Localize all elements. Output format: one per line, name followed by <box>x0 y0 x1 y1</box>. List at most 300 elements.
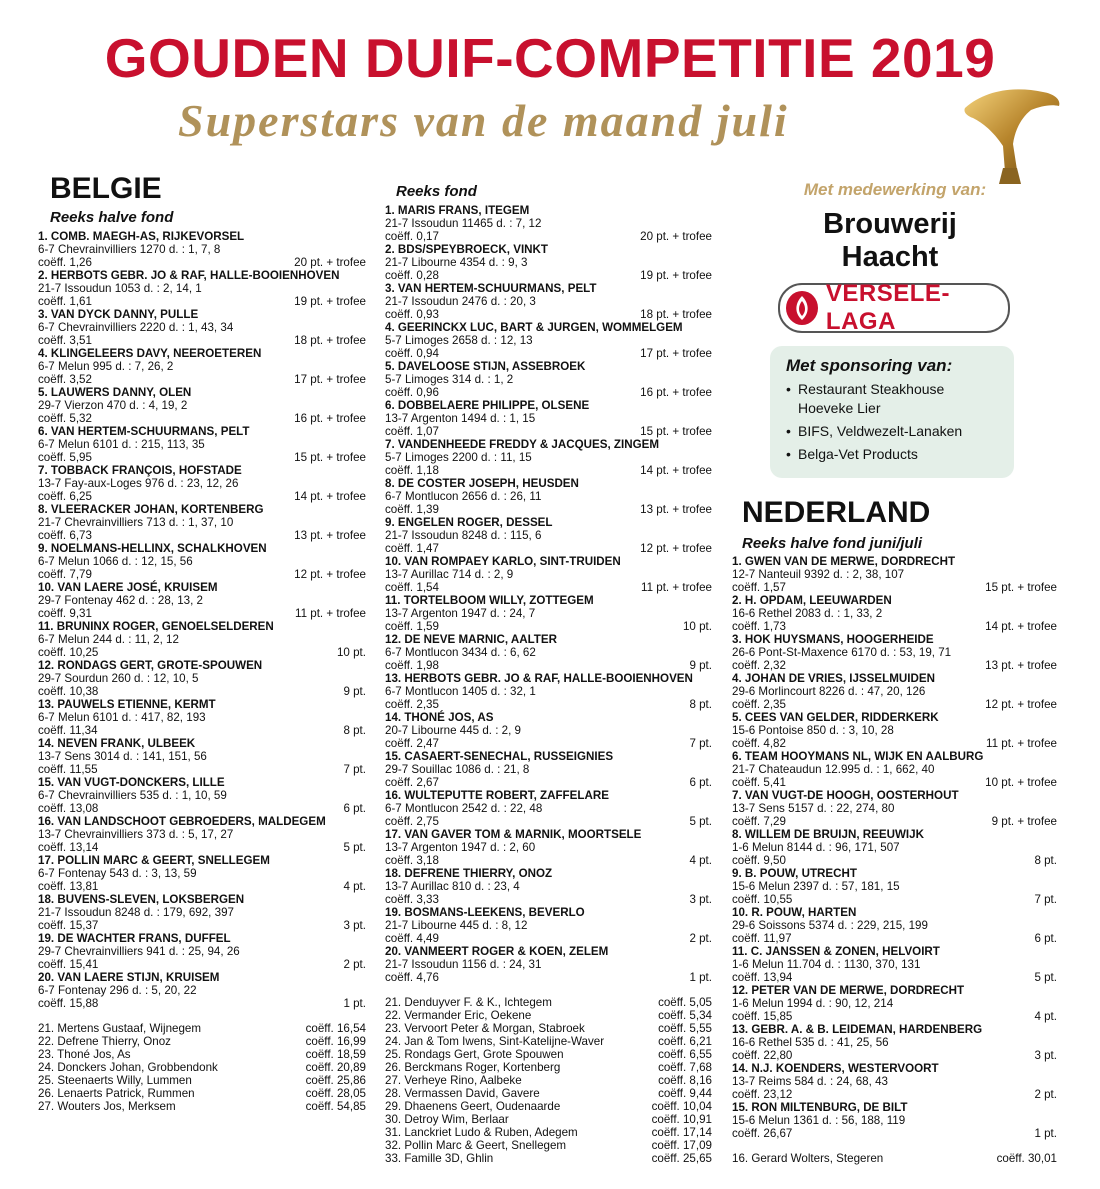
entry-points: 3 pt. <box>1034 1049 1057 1062</box>
sponsor-list <box>786 380 962 468</box>
ranking-entry <box>385 789 712 828</box>
entry-points: 19 pt. + trofee <box>640 269 712 282</box>
rest-entry <box>385 1087 712 1100</box>
entry-race-line: 6-7 Melun 6101 d. : 417, 82, 193 <box>38 711 206 724</box>
ranking-entry <box>38 269 366 308</box>
entry-points: 12 pt. + trofee <box>294 568 366 581</box>
rest-entry-coeff: coëff. 5,34 <box>658 1009 712 1022</box>
rest-entry <box>38 1061 366 1074</box>
entry-points: 10 pt. <box>336 646 366 659</box>
entry-name: 6. TEAM HOOYMANS NL, WIJK EN AALBURG <box>732 750 984 763</box>
ranking-entry <box>732 672 1057 711</box>
rest-entry <box>385 1009 712 1022</box>
rest-entry <box>385 1061 712 1074</box>
entry-race-line: 6-7 Montlucon 2542 d. : 22, 48 <box>385 802 543 815</box>
rest-entry-name: 22. Vermander Eric, Oekene <box>385 1009 532 1022</box>
entry-race-line: 5-7 Limoges 2200 d. : 11, 15 <box>385 451 532 464</box>
entry-coeff: coëff. 2,47 <box>385 737 439 750</box>
entry-name: 13. GEBR. A. & B. LEIDEMAN, HARDENBERG <box>732 1023 983 1036</box>
entry-coeff: coëff. 13,14 <box>38 841 99 854</box>
entry-race-line: 21-7 Issoudun 11465 d. : 7, 12 <box>385 217 542 230</box>
entry-name: 20. VAN LAERE STIJN, KRUISEM <box>38 971 220 984</box>
entry-points: 5 pt. <box>1034 971 1057 984</box>
entry-name: 12. RONDAGS GERT, GROTE-SPOUWEN <box>38 659 263 672</box>
entry-coeff: coëff. 15,85 <box>732 1010 793 1023</box>
entry-points: 4 pt. <box>689 854 712 867</box>
bullet-icon: • <box>786 423 791 439</box>
entry-name: 13. PAUWELS ETIENNE, KERMT <box>38 698 216 711</box>
entry-coeff-row <box>732 815 1057 828</box>
entry-race-line: 29-7 Sourdun 260 d. : 12, 10, 5 <box>38 672 199 685</box>
entry-coeff-row <box>732 581 1057 594</box>
entry-name: 15. CASAERT-SENECHAL, RUSSEIGNIES <box>385 750 614 763</box>
entry-coeff-row <box>38 802 366 815</box>
entry-coeff-row <box>385 854 712 867</box>
entry-coeff: coëff. 3,51 <box>38 334 92 347</box>
ranking-entry <box>385 321 712 360</box>
entry-coeff: coëff. 22,80 <box>732 1049 793 1062</box>
entry-coeff: coëff. 1,57 <box>732 581 786 594</box>
entry-race-line: 5-7 Limoges 314 d. : 1, 2 <box>385 373 514 386</box>
ranking-entry <box>385 555 712 594</box>
rest-entry-name: 31. Lanckriet Ludo & Ruben, Adegem <box>385 1126 578 1139</box>
belgie-halve-fond-list <box>38 230 366 1010</box>
entry-race-line: 21-7 Chevrainvilliers 713 d. : 1, 37, 10 <box>38 516 234 529</box>
belgie-halve-fond-rest-list <box>38 1022 366 1113</box>
entry-coeff-row <box>38 919 366 932</box>
ranking-entry <box>38 620 366 659</box>
ranking-entry <box>732 711 1057 750</box>
entry-points: 10 pt. + trofee <box>985 776 1057 789</box>
entry-coeff-row <box>38 451 366 464</box>
ranking-entry <box>38 464 366 503</box>
entry-name: 2. HERBOTS GEBR. JO & RAF, HALLE-BOOIENHOVEN <box>38 269 340 282</box>
nederland-reeks-heading: Reeks halve fond juni/juli <box>742 535 923 552</box>
entry-name: 3. HOK HUYSMANS, HOOGERHEIDE <box>732 633 934 646</box>
rest-entry-name: 23. Vervoort Peter & Morgan, Stabroek <box>385 1022 585 1035</box>
brouwerij-haacht-logo <box>770 208 1010 274</box>
entry-coeff: coëff. 1,98 <box>385 659 439 672</box>
rest-entry <box>385 1152 712 1165</box>
entry-coeff-row <box>732 1049 1057 1062</box>
ranking-entry <box>732 906 1057 945</box>
entry-coeff: coëff. 10,25 <box>38 646 99 659</box>
ranking-entry <box>38 308 366 347</box>
entry-coeff: coëff. 1,47 <box>385 542 439 555</box>
entry-race-line: 29-7 Fontenay 462 d. : 28, 13, 2 <box>38 594 204 607</box>
rest-entry-coeff: coëff. 8,16 <box>658 1074 712 1087</box>
entry-coeff: coëff. 15,37 <box>38 919 99 932</box>
entry-coeff: coëff. 11,97 <box>732 932 792 945</box>
entry-race-line: 6-7 Fontenay 296 d. : 5, 20, 22 <box>38 984 197 997</box>
entry-points: 18 pt. + trofee <box>640 308 712 321</box>
entry-name: 10. R. POUW, HARTEN <box>732 906 857 919</box>
entry-points: 12 pt. + trofee <box>640 542 712 555</box>
ranking-entry <box>385 438 712 477</box>
entry-points: 4 pt. <box>1034 1010 1057 1023</box>
entry-coeff: coëff. 2,35 <box>732 698 786 711</box>
entry-points: 17 pt. + trofee <box>294 373 366 386</box>
ranking-entry <box>38 815 366 854</box>
entry-coeff-row <box>732 1010 1057 1023</box>
entry-race-line: 29-7 Chevrainvilliers 941 d. : 25, 94, 26 <box>38 945 240 958</box>
entry-name: 14. THONÉ JOS, AS <box>385 711 494 724</box>
entry-race-line: 13-7 Aurillac 714 d. : 2, 9 <box>385 568 514 581</box>
ranking-entry <box>732 789 1057 828</box>
entry-coeff: coëff. 15,88 <box>38 997 99 1010</box>
entry-coeff: coëff. 10,55 <box>732 893 793 906</box>
entry-coeff: coëff. 13,94 <box>732 971 793 984</box>
entry-coeff: coëff. 1,26 <box>38 256 92 269</box>
rest-entry-name: 28. Vermassen David, Gavere <box>385 1087 540 1100</box>
entry-coeff-row <box>38 256 366 269</box>
entry-name: 11. BRUNINX ROGER, GENOELSELDEREN <box>38 620 274 633</box>
entry-points: 13 pt. + trofee <box>640 503 712 516</box>
ranking-entry <box>38 542 366 581</box>
rest-entry <box>38 1048 366 1061</box>
entry-name: 2. BDS/SPEYBROECK, VINKT <box>385 243 548 256</box>
entry-points: 11 pt. + trofee <box>640 581 712 594</box>
entry-coeff-row <box>385 542 712 555</box>
entry-name: 7. TOBBACK FRANÇOIS, HOFSTADE <box>38 464 242 477</box>
entry-coeff: coëff. 0,96 <box>385 386 439 399</box>
entry-race-line: 20-7 Libourne 445 d. : 2, 9 <box>385 724 522 737</box>
entry-name: 4. JOHAN DE VRIES, IJSSELMUIDEN <box>732 672 935 685</box>
entry-name: 6. DOBBELAERE PHILIPPE, OLSENE <box>385 399 590 412</box>
entry-name: 14. NEVEN FRANK, ULBEEK <box>38 737 196 750</box>
entry-coeff-row <box>38 763 366 776</box>
entry-name: 12. DE NEVE MARNIC, AALTER <box>385 633 557 646</box>
rest-entry-name: 26. Berckmans Roger, Kortenberg <box>385 1061 561 1074</box>
entry-coeff-row <box>385 659 712 672</box>
entry-coeff-row <box>38 646 366 659</box>
ranking-entry <box>38 932 366 971</box>
entry-points: 4 pt. <box>343 880 366 893</box>
entry-name: 16. WULTEPUTTE ROBERT, ZAFFELARE <box>385 789 609 802</box>
entry-points: 2 pt. <box>343 958 366 971</box>
entry-coeff-row <box>385 620 712 633</box>
entry-coeff: coëff. 2,75 <box>385 815 439 828</box>
entry-coeff: coëff. 26,67 <box>732 1127 793 1140</box>
entry-coeff: coëff. 0,28 <box>385 269 439 282</box>
entry-race-line: 13-7 Sens 5157 d. : 22, 274, 80 <box>732 802 895 815</box>
ranking-entry <box>385 828 712 867</box>
ranking-entry <box>385 672 712 711</box>
entry-coeff-row <box>732 698 1057 711</box>
entry-points: 3 pt. <box>343 919 366 932</box>
ranking-entry <box>38 581 366 620</box>
rest-entry <box>385 996 712 1009</box>
ranking-entry <box>38 893 366 932</box>
rest-entry-coeff: coëff. 20,89 <box>305 1061 366 1074</box>
entry-name: 8. DE COSTER JOSEPH, HEUSDEN <box>385 477 579 490</box>
ranking-entry <box>385 360 712 399</box>
entry-race-line: 15-6 Pontoise 850 d. : 3, 10, 28 <box>732 724 894 737</box>
entry-points: 11 pt. + trofee <box>985 737 1057 750</box>
entry-coeff-row <box>385 737 712 750</box>
entry-race-line: 16-6 Rethel 535 d. : 41, 25, 56 <box>732 1036 889 1049</box>
rest-entry-name: 25. Steenaerts Willy, Lummen <box>38 1074 192 1087</box>
entry-name: 9. ENGELEN ROGER, DESSEL <box>385 516 553 529</box>
entry-coeff: coëff. 1,18 <box>385 464 439 477</box>
entry-coeff: coëff. 1,59 <box>385 620 439 633</box>
rest-entry <box>385 1126 712 1139</box>
ranking-entry <box>385 594 712 633</box>
ranking-entry <box>732 867 1057 906</box>
entry-points: 19 pt. + trofee <box>294 295 366 308</box>
entry-coeff-row <box>732 1127 1057 1140</box>
entry-coeff: coëff. 0,93 <box>385 308 439 321</box>
entry-name: 4. GEERINCKX LUC, BART & JURGEN, WOMMELGEM <box>385 321 683 334</box>
entry-points: 7 pt. <box>1034 893 1057 906</box>
rest-entry <box>38 1035 366 1048</box>
entry-points: 6 pt. <box>343 802 366 815</box>
belgie-fond-list <box>385 204 712 984</box>
rest-entry <box>38 1087 366 1100</box>
entry-race-line: 15-6 Melun 2397 d. : 57, 181, 15 <box>732 880 900 893</box>
entry-coeff-row <box>38 568 366 581</box>
entry-race-line: 16-6 Rethel 2083 d. : 1, 33, 2 <box>732 607 883 620</box>
medewerking-label: Met medewerking van: <box>803 180 987 199</box>
ranking-entry <box>385 711 712 750</box>
entry-points: 16 pt. + trofee <box>640 386 712 399</box>
entry-coeff-row <box>38 295 366 308</box>
ranking-entry <box>385 477 712 516</box>
entry-coeff-row <box>732 971 1057 984</box>
ranking-entry <box>38 230 366 269</box>
sponsor-item: • BIFS, Veldwezelt-Lanaken <box>786 423 963 439</box>
entry-coeff: coëff. 1,73 <box>732 620 786 633</box>
entry-race-line: 29-7 Vierzon 470 d. : 4, 19, 2 <box>38 399 188 412</box>
entry-coeff-row <box>732 1088 1057 1101</box>
entry-coeff-row <box>38 412 366 425</box>
entry-points: 15 pt. + trofee <box>985 581 1057 594</box>
entry-race-line: 6-7 Montlucon 3434 d. : 6, 62 <box>385 646 536 659</box>
entry-coeff-row <box>732 659 1057 672</box>
entry-coeff: coëff. 15,41 <box>38 958 99 971</box>
rest-entry-coeff: coëff. 17,14 <box>651 1126 712 1139</box>
entry-coeff-row <box>38 841 366 854</box>
entry-coeff: coëff. 5,41 <box>732 776 786 789</box>
entry-coeff: coëff. 3,52 <box>38 373 92 386</box>
entry-coeff: coëff. 7,29 <box>732 815 786 828</box>
entry-coeff-row <box>732 776 1057 789</box>
ranking-entry <box>38 425 366 464</box>
entry-coeff-row <box>385 932 712 945</box>
entry-coeff: coëff. 2,32 <box>732 659 786 672</box>
page-title: GOUDEN DUIF-COMPETITIE 2019 <box>104 27 996 89</box>
entry-race-line: 21-7 Libourne 445 d. : 8, 12 <box>385 919 528 932</box>
rest-entry-coeff: coëff. 10,04 <box>651 1100 712 1113</box>
rest-entry-name: 24. Jan & Tom Iwens, Sint-Katelijne-Waver <box>385 1035 605 1048</box>
rest-entry-name: 16. Gerard Wolters, Stegeren <box>732 1152 884 1165</box>
entry-name: 10. VAN LAERE JOSÉ, KRUISEM <box>38 581 218 594</box>
entry-name: 8. VLEERACKER JOHAN, KORTENBERG <box>38 503 264 516</box>
entry-coeff: coëff. 11,55 <box>38 763 98 776</box>
entry-name: 1. COMB. MAEGH-AS, RIJKEVORSEL <box>38 230 245 243</box>
entry-name: 14. N.J. KOENDERS, WESTERVOORT <box>732 1062 939 1075</box>
rest-entry-coeff: coëff. 16,54 <box>305 1022 366 1035</box>
rest-entry-name: 22. Defrene Thierry, Onoz <box>38 1035 171 1048</box>
rest-entry-coeff: coëff. 17,09 <box>651 1139 712 1152</box>
entry-name: 13. HERBOTS GEBR. JO & RAF, HALLE-BOOIENHOVEN <box>385 672 693 685</box>
entry-race-line: 21-7 Issoudun 1053 d. : 2, 14, 1 <box>38 282 202 295</box>
entry-points: 14 pt. + trofee <box>640 464 712 477</box>
ranking-entry <box>385 516 712 555</box>
entry-points: 7 pt. <box>343 763 366 776</box>
entry-coeff: coëff. 1,54 <box>385 581 439 594</box>
entry-points: 20 pt. + trofee <box>640 230 712 243</box>
entry-coeff-row <box>38 607 366 620</box>
entry-race-line: 13-7 Reims 584 d. : 24, 68, 43 <box>732 1075 888 1088</box>
entry-coeff: coëff. 2,67 <box>385 776 439 789</box>
rest-entry-coeff: coëff. 54,85 <box>305 1100 366 1113</box>
belgie-halve-fond-heading: Reeks halve fond <box>50 209 174 226</box>
entry-coeff: coëff. 6,25 <box>38 490 92 503</box>
rest-entry-name: 25. Rondags Gert, Grote Spouwen <box>385 1048 564 1061</box>
entry-race-line: 6-7 Chevrainvilliers 535 d. : 1, 10, 59 <box>38 789 227 802</box>
entry-race-line: 6-7 Chevrainvilliers 1270 d. : 1, 7, 8 <box>38 243 221 256</box>
entry-coeff: coëff. 9,50 <box>732 854 786 867</box>
rest-entry-coeff: coëff. 5,55 <box>658 1022 712 1035</box>
entry-points: 1 pt. <box>689 971 712 984</box>
entry-name: 1. MARIS FRANS, ITEGEM <box>385 204 530 217</box>
rest-entry <box>385 1074 712 1087</box>
ranking-entry <box>385 867 712 906</box>
entry-coeff: coëff. 1,39 <box>385 503 439 516</box>
entry-coeff-row <box>385 308 712 321</box>
entry-race-line: 13-7 Sens 3014 d. : 141, 151, 56 <box>38 750 207 763</box>
ranking-entry <box>385 633 712 672</box>
entry-coeff-row <box>385 425 712 438</box>
entry-name: 7. VANDENHEEDE FREDDY & JACQUES, ZINGEM <box>385 438 659 451</box>
entry-race-line: 1-6 Melun 11.704 d. : 1130, 370, 131 <box>732 958 921 971</box>
entry-race-line: 21-7 Issoudun 8248 d. : 179, 692, 397 <box>38 906 234 919</box>
rest-entry <box>385 1113 712 1126</box>
ranking-entry <box>732 984 1057 1023</box>
entry-coeff-row <box>385 581 712 594</box>
entry-race-line: 21-7 Issoudun 8248 d. : 115, 6 <box>385 529 542 542</box>
entry-coeff-row <box>732 737 1057 750</box>
entry-points: 6 pt. <box>1034 932 1057 945</box>
rest-entry-name: 33. Famille 3D, Ghlin <box>385 1152 494 1165</box>
belgie-heading: BELGIE <box>50 172 162 205</box>
ranking-entry <box>38 971 366 1010</box>
entry-points: 15 pt. + trofee <box>640 425 712 438</box>
entry-race-line: 6-7 Melun 995 d. : 7, 26, 2 <box>38 360 174 373</box>
entry-race-line: 13-7 Chevrainvilliers 373 d. : 5, 17, 27 <box>38 828 234 841</box>
entry-race-line: 12-7 Nanteuil 9392 d. : 2, 38, 107 <box>732 568 905 581</box>
entry-name: 3. VAN HERTEM-SCHUURMANS, PELT <box>385 282 597 295</box>
rest-entry-coeff: coëff. 5,05 <box>658 996 712 1009</box>
ranking-entry <box>732 945 1057 984</box>
entry-race-line: 21-7 Libourne 4354 d. : 9, 3 <box>385 256 528 269</box>
sponsoring-box <box>770 346 1014 478</box>
rest-entry <box>385 1022 712 1035</box>
entry-name: 19. DE WACHTER FRANS, DUFFEL <box>38 932 231 945</box>
entry-race-line: 6-7 Melun 244 d. : 11, 2, 12 <box>38 633 179 646</box>
entry-name: 17. VAN GAVER TOM & MARNIK, MOORTSELE <box>385 828 642 841</box>
entry-points: 18 pt. + trofee <box>294 334 366 347</box>
ranking-entry <box>732 633 1057 672</box>
entry-coeff-row <box>732 893 1057 906</box>
ranking-entry <box>732 1062 1057 1101</box>
entry-coeff-row <box>38 997 366 1010</box>
ranking-entry <box>385 906 712 945</box>
entry-name: 18. BUVENS-SLEVEN, LOKSBERGEN <box>38 893 245 906</box>
entry-name: 16. VAN LANDSCHOOT GEBROEDERS, MALDEGEM <box>38 815 326 828</box>
brouwerij-haacht-text: Brouwerij Haacht <box>823 208 957 273</box>
entry-race-line: 6-7 Chevrainvilliers 2220 d. : 1, 43, 34 <box>38 321 234 334</box>
entry-coeff: coëff. 9,31 <box>38 607 92 620</box>
rest-entry <box>385 1139 712 1152</box>
rest-entry <box>385 1035 712 1048</box>
entry-coeff-row <box>732 932 1057 945</box>
entry-name: 4. KLINGELEERS DAVY, NEEROETEREN <box>38 347 262 360</box>
entry-race-line: 13-7 Argenton 1947 d. : 2, 60 <box>385 841 536 854</box>
rest-entry-coeff: coëff. 18,59 <box>305 1048 366 1061</box>
entry-coeff: coëff. 1,61 <box>38 295 92 308</box>
entry-points: 6 pt. <box>689 776 712 789</box>
rest-entry-coeff: coëff. 25,65 <box>651 1152 712 1165</box>
entry-coeff: coëff. 4,49 <box>385 932 439 945</box>
entry-race-line: 26-6 Pont-St-Maxence 6170 d. : 53, 19, 71 <box>732 646 952 659</box>
entry-coeff-row <box>385 386 712 399</box>
entry-race-line: 1-6 Melun 8144 d. : 96, 171, 507 <box>732 841 900 854</box>
entry-name: 5. CEES VAN GELDER, RIDDERKERK <box>732 711 939 724</box>
entry-coeff: coëff. 10,38 <box>38 685 99 698</box>
entry-name: 15. RON MILTENBURG, DE BILT <box>732 1101 908 1114</box>
entry-race-line: 29-6 Morlincourt 8226 d. : 47, 20, 126 <box>732 685 926 698</box>
entry-points: 9 pt. <box>343 685 366 698</box>
entry-coeff: coëff. 4,82 <box>732 737 786 750</box>
bullet-icon: • <box>786 446 791 462</box>
entry-points: 5 pt. <box>343 841 366 854</box>
ranking-entry <box>385 399 712 438</box>
entry-coeff-row <box>38 958 366 971</box>
entry-points: 14 pt. + trofee <box>294 490 366 503</box>
entry-coeff-row <box>38 529 366 542</box>
ranking-entry <box>38 776 366 815</box>
entry-name: 7. VAN VUGT-DE HOOGH, OOSTERHOUT <box>732 789 959 802</box>
ranking-entry <box>38 659 366 698</box>
entry-coeff-row <box>385 464 712 477</box>
rest-entry-name: 32. Pollin Marc & Geert, Snellegem <box>385 1139 567 1152</box>
entry-name: 9. B. POUW, UTRECHT <box>732 867 857 880</box>
entry-name: 3. VAN DYCK DANNY, PULLE <box>38 308 199 321</box>
entry-points: 1 pt. <box>1034 1127 1057 1140</box>
sponsor-item: • Belga-Vet Products <box>786 446 918 462</box>
versele-laga-emblem-icon <box>786 291 818 325</box>
ranking-entry <box>38 698 366 737</box>
ranking-entry <box>38 386 366 425</box>
entry-points: 8 pt. <box>1034 854 1057 867</box>
entry-coeff: coëff. 7,79 <box>38 568 92 581</box>
ranking-entry <box>732 828 1057 867</box>
entry-name: 1. GWEN VAN DE MERWE, DORDRECHT <box>732 555 956 568</box>
rest-entry <box>38 1100 366 1113</box>
entry-coeff-row <box>385 503 712 516</box>
ranking-entry <box>732 750 1057 789</box>
entry-race-line: 6-7 Montlucon 1405 d. : 32, 1 <box>385 685 536 698</box>
entry-coeff-row <box>385 815 712 828</box>
ranking-entry <box>385 243 712 282</box>
entry-name: 15. VAN VUGT-DONCKERS, LILLE <box>38 776 225 789</box>
entry-points: 12 pt. + trofee <box>985 698 1057 711</box>
entry-coeff-row <box>732 854 1057 867</box>
entry-coeff-row <box>385 893 712 906</box>
bullet-icon: • <box>786 381 791 397</box>
